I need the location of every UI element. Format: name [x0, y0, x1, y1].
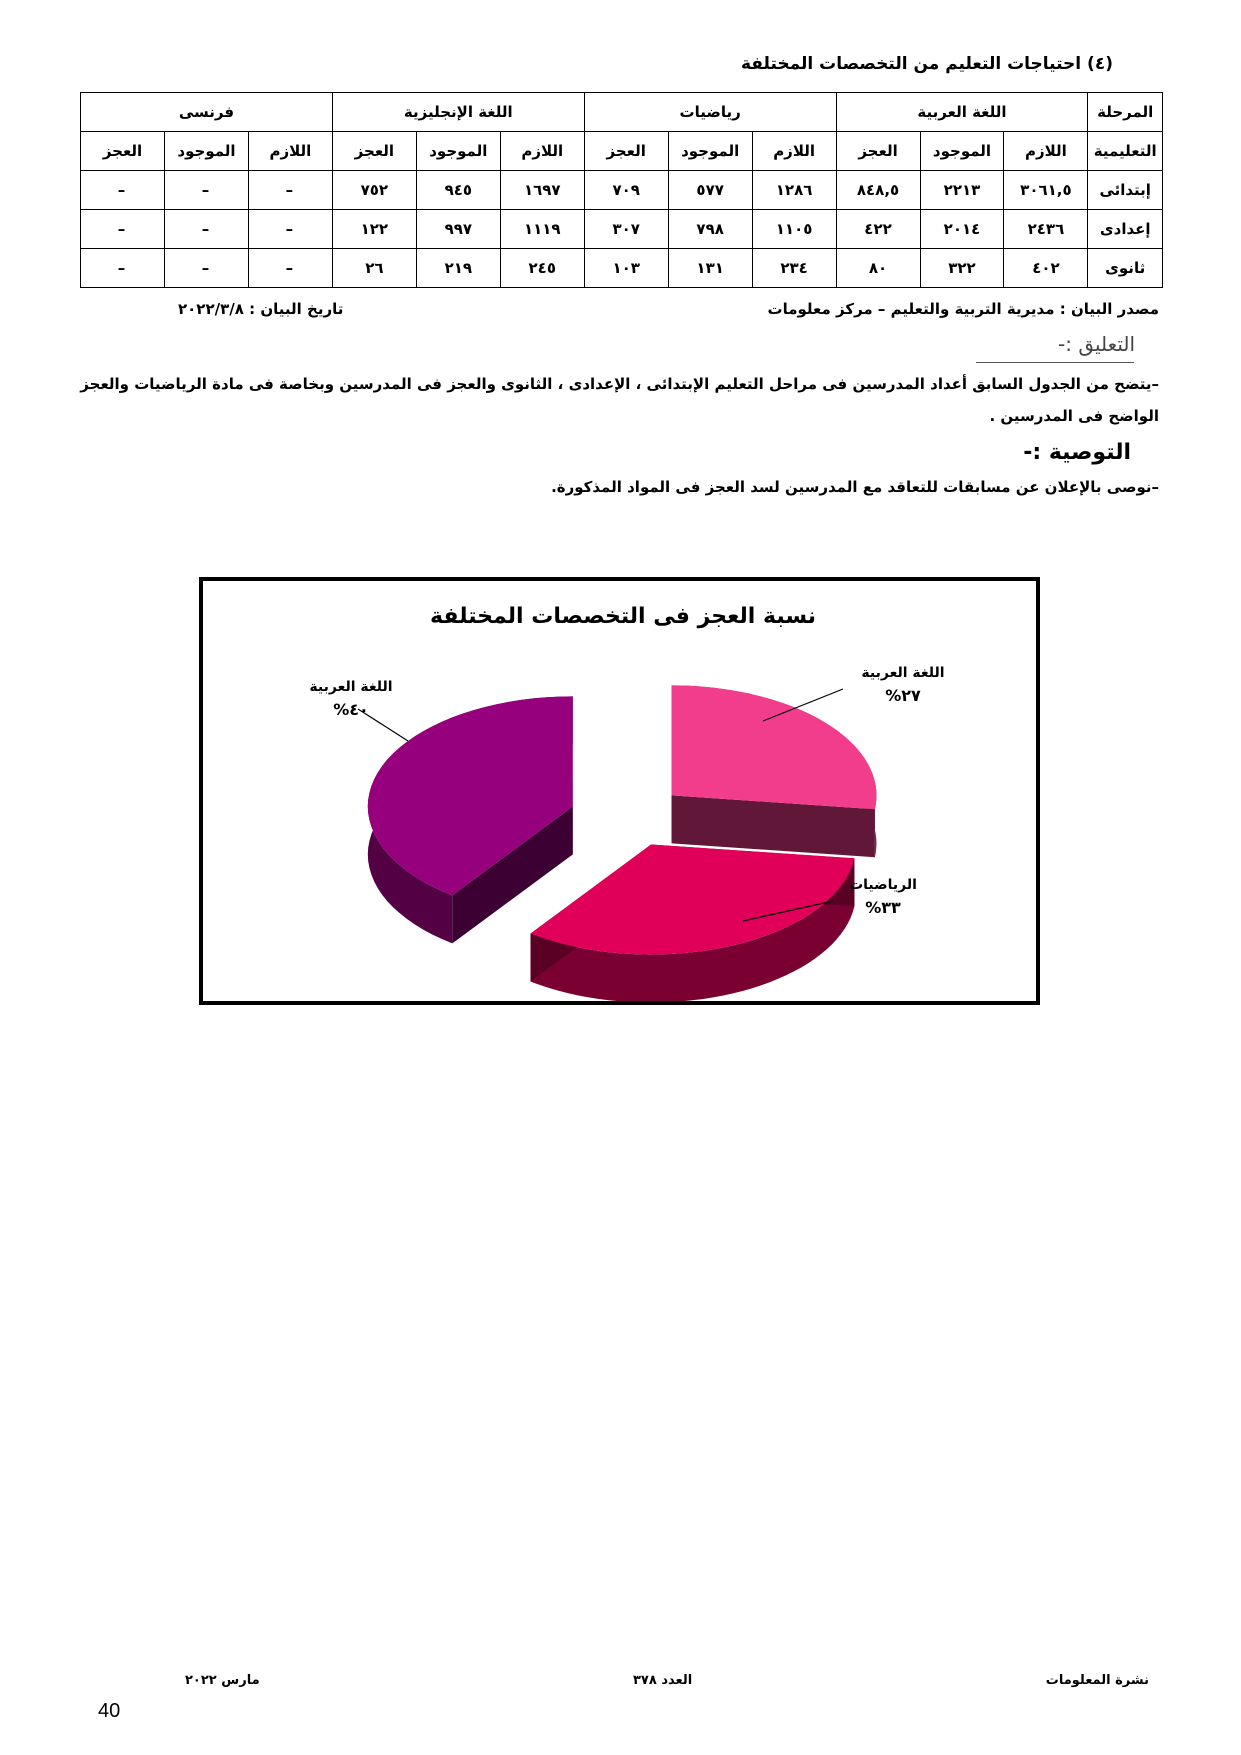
- page-number: 40: [98, 1700, 121, 1722]
- subject-header-math: رياضيات: [584, 93, 836, 132]
- row-stage: ثانوى: [1088, 249, 1163, 288]
- table-cell: ٧٥٢: [332, 171, 416, 210]
- pie-slice: [531, 845, 855, 1001]
- footer-publication: نشرة المعلومات: [1045, 1673, 1149, 1688]
- table-row: [81, 249, 1163, 288]
- teacher-needs-table: [80, 92, 1163, 288]
- table-cell: ١٦٩٧: [500, 171, 584, 210]
- document-heading: (٤) احتياجات التعليم من التخصصات المختلفة: [740, 54, 1113, 74]
- table-cell: ٢٢١٣: [920, 171, 1004, 210]
- slice-label: اللغة العربية: [861, 665, 945, 681]
- table-cell: –: [81, 210, 165, 249]
- table-cell: ٧٩٨: [668, 210, 752, 249]
- table-cell: ٣٢٢: [920, 249, 1004, 288]
- table-cell: –: [81, 249, 165, 288]
- table-cell: ١١١٩: [500, 210, 584, 249]
- subject-header-english: اللغة الإنجليزية: [332, 93, 584, 132]
- slice-value-label: %٣٣: [865, 898, 901, 917]
- table-cell: ٢١٩: [416, 249, 500, 288]
- slice-value-label: %٢٧: [885, 686, 921, 705]
- table-cell: ١٠٣: [584, 249, 668, 288]
- row-stage: إبتدائى: [1088, 171, 1163, 210]
- subheader-shortage: العجز: [332, 132, 416, 171]
- table-cell: ١٣١: [668, 249, 752, 288]
- table-cell: ٢٦: [332, 249, 416, 288]
- slice-label: الرياضيات: [849, 877, 917, 893]
- subheader-existing: الموجود: [668, 132, 752, 171]
- table-cell: ٤٢٢: [836, 210, 920, 249]
- table-cell: ٩٤٥: [416, 171, 500, 210]
- table-cell: ٧٠٩: [584, 171, 668, 210]
- subheader-required: اللازم: [752, 132, 836, 171]
- table-cell: ٨٤٨,٥: [836, 171, 920, 210]
- subheader-required: اللازم: [248, 132, 332, 171]
- subheader-required: اللازم: [500, 132, 584, 171]
- source-note: مصدر البيان : مديرية التربية والتعليم – مركز معلومات: [767, 300, 1159, 318]
- date-note: تاريخ البيان : ٢٠٢٢/٣/٨: [178, 300, 344, 318]
- table-cell: ١٢٨٦: [752, 171, 836, 210]
- table-cell: ٢٠١٤: [920, 210, 1004, 249]
- table-cell: ٤٠٢: [1004, 249, 1088, 288]
- pie-slice: [368, 696, 573, 943]
- comment-text: –يتضح من الجدول السابق أعداد المدرسين فى مراحل التعليم الإبتدائى ، الإعدادى ، الثانوى والعجز فى المدرسين وبخاصة فى مادة الرياضيات والعجز الواضح فى المدرسين .: [80, 375, 1159, 425]
- table-cell: ٣٠٧: [584, 210, 668, 249]
- recommendation-heading: التوصية :-: [1023, 440, 1131, 465]
- table-cell: –: [165, 171, 249, 210]
- table-cell: –: [81, 171, 165, 210]
- slice-label: اللغة العربية: [309, 679, 393, 695]
- subheader-shortage: العجز: [836, 132, 920, 171]
- subject-header-arabic: اللغة العربية: [836, 93, 1088, 132]
- table-cell: ١١٠٥: [752, 210, 836, 249]
- table-cell: –: [248, 171, 332, 210]
- pie-slice: [672, 685, 877, 857]
- table-cell: ٨٠: [836, 249, 920, 288]
- table-row: [81, 210, 1163, 249]
- subheader-shortage: العجز: [584, 132, 668, 171]
- table-cell: ٥٧٧: [668, 171, 752, 210]
- table-cell: ٢٣٤: [752, 249, 836, 288]
- table-cell: ٢٤٣٦: [1004, 210, 1088, 249]
- subheader-required: اللازم: [1004, 132, 1088, 171]
- row-stage: إعدادى: [1088, 210, 1163, 249]
- subheader-existing: الموجود: [416, 132, 500, 171]
- table-cell: ٩٩٧: [416, 210, 500, 249]
- recommendation-text: –نوصى بالإعلان عن مسابقات للتعاقد مع المدرسين لسد العجز فى المواد المذكورة.: [551, 478, 1159, 496]
- pie-chart-frame: [199, 577, 1040, 1005]
- table-cell: ٣٠٦١,٥: [1004, 171, 1088, 210]
- comment-underline: [976, 362, 1134, 363]
- table-cell: –: [165, 249, 249, 288]
- table-cell: ٢٤٥: [500, 249, 584, 288]
- stage-header-2: التعليمية: [1088, 132, 1163, 171]
- footer-date: مارس ٢٠٢٢: [185, 1673, 260, 1688]
- comment-heading: التعليق :-: [1058, 332, 1135, 356]
- chart-title: نسبة العجز فى التخصصات المختلفة: [430, 604, 816, 629]
- footer-issue: العدد ٣٧٨: [633, 1673, 693, 1688]
- pie-slice-top: [672, 685, 877, 809]
- subheader-existing: الموجود: [920, 132, 1004, 171]
- subheader-shortage: العجز: [81, 132, 165, 171]
- table-cell: –: [248, 249, 332, 288]
- table-cell: –: [165, 210, 249, 249]
- table-cell: ١٢٢: [332, 210, 416, 249]
- subheader-existing: الموجود: [165, 132, 249, 171]
- table-cell: –: [248, 210, 332, 249]
- stage-header: المرحلة: [1088, 93, 1163, 132]
- pie-chart: [203, 581, 1036, 1001]
- table-row: [81, 171, 1163, 210]
- subject-header-french: فرنسى: [81, 93, 333, 132]
- slice-value-label: %٤٠: [333, 700, 369, 719]
